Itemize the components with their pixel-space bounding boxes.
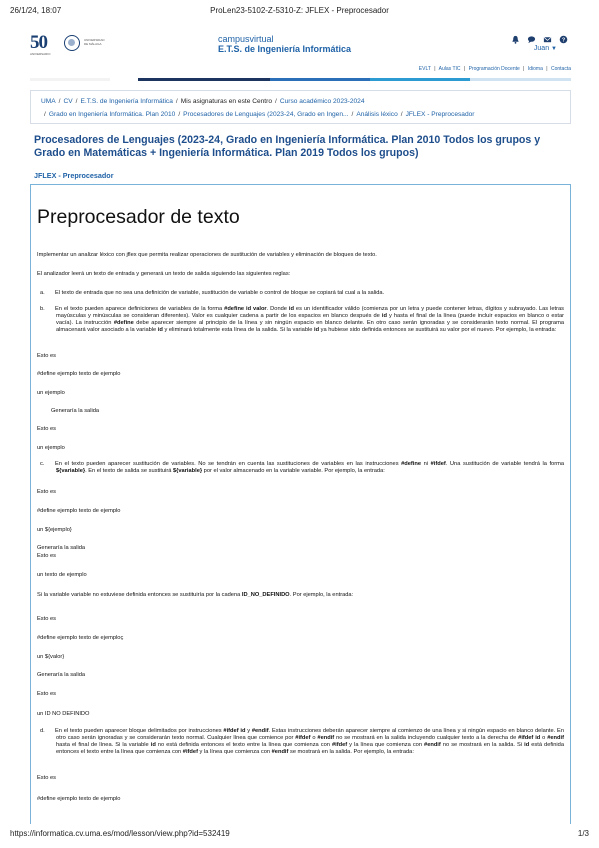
breadcrumb [30,90,571,124]
uma-logo-text: UNIVERSIDAD DE MÁLAGA [84,38,105,46]
code-run: #define [113,320,134,326]
text-run: no se mostrará en la salida incluyendo cualquier texto a la derecha de [334,735,519,741]
color-bar-segment [138,78,270,81]
uma-seal-icon[interactable] [64,35,80,51]
rule-b [40,306,565,334]
separator: / [351,111,354,118]
example-output-line: Esto es [37,553,56,559]
color-bar-segment [470,78,571,81]
top-link-programacion[interactable]: Programación Docente [468,66,520,72]
user-name: Juan [533,45,550,52]
brand-line2: E.T.S. de Ingeniería Informática [218,44,352,54]
top-link-evlt[interactable]: EVLT [418,66,431,72]
example-output-line: un texto de ejemplo [37,572,87,578]
undefined-paragraph [37,592,564,599]
code-run: id [288,306,294,312]
example-line: un ejemplo [37,390,65,396]
text-run: y [245,728,252,734]
list-marker: c. [40,461,45,467]
text-run: es un identificador válido (comienza por un letra y puede contener letras, dígitos y subrayado. Las letras mayúsculas y minúsculas se consideran diferentes). Valor es cualquier cadena a partir de los espacios en blanco después de [56,306,564,319]
text-run: En el texto pueden aparece definiciones de variables de la forma [55,306,225,312]
example-line: #define ejemplo texto de ejemplo [37,371,121,377]
intro-paragraph: El analizador leerá un texto de entrada y generará un texto de salida siguiendo las siguientes reglas: [37,271,291,277]
color-bar-segment [30,78,110,81]
separator: | [546,66,548,72]
text-run: se mostrará en la salida. Por ejemplo, la entrada: [288,749,414,755]
crumb-cv[interactable]: CV [63,98,73,105]
code-run: #ifdef id [223,728,246,734]
example-line: #define ejemplo texto de ejemplo [37,508,121,514]
text-run: no está definida entonces el texto entre la línea que comienza con [155,742,332,748]
generates-label: Generaría la salida [51,408,100,414]
crumb-mis-asignaturas[interactable]: Mis asignaturas en este Centro [180,98,272,105]
color-bar [30,78,571,82]
example-output-line: Esto es [37,691,56,697]
print-page-number: 1/3 [577,829,589,838]
separator: / [58,98,61,105]
code-run: #ifdef [295,735,311,741]
example-output-line: Esto es [37,426,56,432]
separator: | [523,66,525,72]
text-run: En el texto pueden aparecer bloque delimitados por instrucciones [55,728,224,734]
code-run: #define id valor [224,306,267,312]
chevron-down-icon: ▼ [551,46,557,52]
bell-icon[interactable] [511,35,520,46]
example-line: Esto es [37,353,56,359]
code-run: id [524,742,530,748]
code-run: #endif [424,742,441,748]
user-menu[interactable] [534,45,557,52]
example-output-line: un ejemplo [37,445,65,451]
generates-label: Generaría la salida [37,672,86,678]
color-bar-segment [110,78,138,81]
text-run: ya hubiese sido definida entonces se sustituirá su valor por el nuevo. Por ejemplo, la entrada: [319,327,557,333]
code-run: ${variable} [172,468,203,474]
text-run: . En el texto de salida se sustituirá [85,468,173,474]
separator: | [463,66,466,72]
rule-c [40,461,565,475]
text-run: por el valor almacenado en la variable variable. Por ejemplo, la entrada: [202,468,385,474]
separator: / [178,111,181,118]
lesson-content [31,185,570,802]
top-link-contacta[interactable]: Contacta [550,66,571,72]
lesson-content-panel [30,184,571,824]
crumb-asignatura[interactable]: Procesadores de Lenguajes (2023-24, Grado en Ingen... [183,111,349,118]
separator: / [400,111,403,118]
code-run: #define [401,461,422,467]
code-run: #ifdef id [518,735,541,741]
code-run: #endif [271,749,289,755]
code-run: id [157,327,163,333]
code-run: id [150,742,156,748]
text-run: y la línea que comienza con [197,749,272,755]
code-run: #ifdef [182,749,198,755]
top-links [419,66,571,72]
code-run: #ifdef [331,742,348,748]
lesson-title: JFLEX - Preprocesador [34,171,114,180]
separator: | [434,66,436,72]
color-bar-segment [270,78,370,81]
code-run: #endif [317,735,335,741]
text-run: . Una sustitución de variable tendrá la forma [445,461,565,467]
help-icon[interactable] [559,35,568,46]
rule-a-text: El texto de entrada que no sea una definición de variable, sustitución de variable o control de bloque se copiará tal cual a la salida. [55,290,385,296]
code-run: id [314,327,320,333]
example-line: un ${ejemplo} [37,527,72,533]
list-marker: d. [40,728,45,734]
text-run: ni [421,461,431,467]
code-run: #ifdef [430,461,446,467]
example-line: Esto es [37,616,56,622]
list-marker: a. [40,290,45,296]
svg-text:?: ? [561,37,566,44]
rule-d [40,728,564,756]
separator: / [75,98,78,105]
text-run: o [310,735,318,741]
example-line: #define ejemplo texto de ejemploç [37,635,124,641]
text-run: . Estas instrucciones deberán aparecer siempre al comienzo de una línea y si ningún espacio en blanco delante. En otro caso serán ignoradas y se considerarán texto normal. Cualquier línea que comience por [56,728,564,741]
rule-a [40,290,564,297]
code-run: #endif [251,728,269,734]
text-run: y hasta el final de la línea (puede incluir espacios en blanco o estar vacía). La instrucción [56,313,565,326]
crumb-etsii[interactable]: E.T.S. de Ingeniería Informática [80,98,173,105]
anniversary-logo[interactable] [30,34,58,56]
text-run: hasta el final de línea. Si la variable [56,742,151,748]
example-output-line: un ID NO DEFINIDO [37,711,90,717]
text-run: En el texto pueden aparecer sustitución de variables. No se tendrán en cuenta las sustituciones de variables en las instrucciones [55,461,402,467]
code-run: ${variable} [56,468,86,474]
separator: / [275,98,277,105]
text-run: y eliminará totalmente esta línea de la salida. Si la variable [162,327,314,333]
content-heading: Preprocesador de texto [37,206,240,228]
text-run: . Por ejemplo, la entrada: [289,592,354,598]
text-run: o [540,735,548,741]
text-run: Si la variable variable no estuviese definida entonces se sustituiría por la cadena [37,592,242,598]
text-run: . Donde [266,306,289,312]
campus-brand[interactable] [218,34,351,54]
anniversary-sub: ANIVERSARIO [30,52,51,56]
top-link-idioma[interactable]: Idioma [527,66,543,72]
crumb-analisis[interactable]: Análisis léxico [356,111,398,118]
example-line: un ${valor} [37,654,65,660]
brand-line1: campusvirtual [218,34,274,44]
print-date: 26/1/24, 18:07 [10,6,62,15]
crumb-curso[interactable]: Curso académico 2023-2024 [279,98,365,105]
print-url: https://informatica.cv.uma.es/mod/lesson/view.php?id=532419 [10,829,230,838]
top-link-aulas[interactable]: Aulas TIC [438,66,461,72]
crumb-uma[interactable]: UMA [41,98,56,105]
list-marker: b. [40,306,45,312]
example-line: Esto es [37,489,56,495]
print-title: ProLen23-5102-Z-5310-Z: JFLEX - Preprocesador [210,6,389,15]
separator: / [44,111,46,118]
code-run: id [381,313,387,319]
color-bar-segment [370,78,470,81]
text-run: debe aparecer siempre al principio de la línea y sin ningún espacio en blanco delante. En otro caso serán ignoradas y se considerarán texto normal. El programa almacenará valor asociado a la variable [56,320,564,333]
example-line: Esto es [37,775,56,781]
example-line: #define ejemplo texto de ejemplo [37,796,121,802]
text-run: y la línea que comienza con [347,742,425,748]
page-title: Procesadores de Lenguajes (2023-24, Grado en Ingeniería Informática. Plan 2010 Todos los grupos y Grado en Matemáticas + Ingeniería Informática. Plan 2019 Todos los grupos) [34,134,541,159]
anniversary-number: 50 [30,32,47,53]
code-run: ID_NO_DEFINIDO [241,592,290,598]
crumb-grado[interactable]: Grado en Ingeniería Informática. Plan 2010 [48,111,176,118]
text-run: no se mostrará en la salida. Si [440,742,525,748]
site-header [30,32,571,62]
code-run: #endif [547,735,564,741]
separator: / [175,98,178,105]
text-run: está definida entonces el texto entre la línea que comienza con [56,742,564,755]
crumb-lesson[interactable]: JFLEX - Preprocesador [405,111,475,118]
generates-label: Generaría la salida [37,545,86,551]
intro-paragraph: Implementar un analizar léxico con jflex que permita realizar operaciones de sustitución de variables y eliminación de bloques de texto. [37,252,377,258]
